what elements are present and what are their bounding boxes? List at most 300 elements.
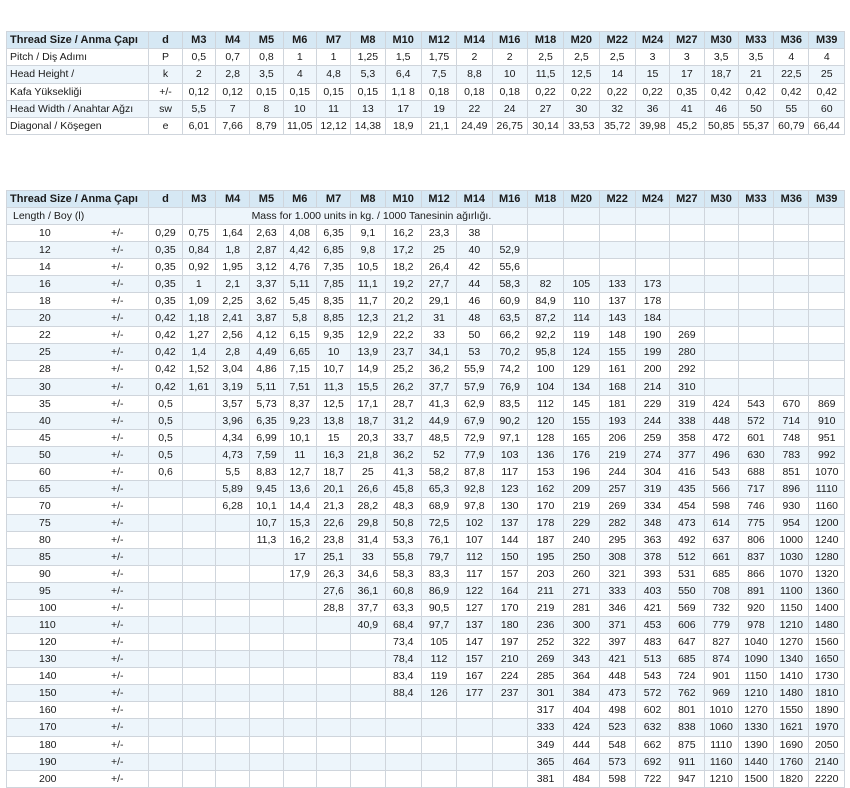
table-cell: 58,3 [385,566,421,583]
table-cell: 1480 [809,617,845,634]
table-cell [599,225,635,242]
table-cell: 1,5 [385,49,421,66]
length-cell [7,463,149,480]
table-cell: 114 [564,310,599,327]
table-row [7,463,845,480]
table-cell [283,702,316,719]
table-cell [215,651,249,668]
table-cell: 6,85 [316,242,350,259]
table-cell: 157 [457,651,492,668]
table-cell [351,634,385,651]
thread-size-header: M36 [774,32,809,49]
table-cell: 1,25 [351,49,385,66]
table-cell: 40 [457,242,492,259]
table-cell: 3 [635,49,669,66]
table-cell: 1240 [809,531,845,548]
table-cell: 12,5 [316,395,350,412]
table-cell: 67,9 [457,412,492,429]
table-cell: 1550 [774,702,809,719]
table-cell: 1070 [774,566,809,583]
table-cell [704,327,738,344]
tolerance-value: +/- [111,585,124,598]
table-cell: 83,4 [385,668,421,685]
table-cell: 911 [670,753,704,770]
length-cell [7,276,149,293]
table-cell: 1160 [809,497,845,514]
table-cell: 0,18 [457,83,492,100]
table-cell: 1060 [704,719,738,736]
table-cell [385,770,421,787]
tolerance-value: +/- [111,414,124,427]
table-cell: 5,11 [283,276,316,293]
table-cell: 19,2 [385,276,421,293]
table-cell: 19 [421,100,456,117]
length-cell [7,480,149,497]
table-cell [457,736,492,753]
table-cell: 180 [492,617,527,634]
table-cell: 10 [283,100,316,117]
table-cell: 363 [635,531,669,548]
table-cell: 257 [599,480,635,497]
table-cell: 18,2 [385,259,421,276]
table-cell: 122 [457,583,492,600]
table-row [7,548,845,565]
d-value [149,514,182,531]
table-cell: 60,8 [385,583,421,600]
table-cell [421,719,456,736]
table-cell: 37,7 [351,600,385,617]
d-value [149,531,182,548]
table-cell: 891 [738,583,773,600]
table-cell: 322 [564,634,599,651]
table-cell [809,378,845,395]
table-cell: 17,2 [385,242,421,259]
table-cell [421,753,456,770]
table-cell [182,531,215,548]
table-cell: 632 [635,719,669,736]
table-cell: 7,85 [316,276,350,293]
table-cell: 17 [385,100,421,117]
table-cell [250,719,283,736]
table-cell: 8,35 [316,293,350,310]
table-cell: 33 [351,548,385,565]
table-cell: 112 [527,395,563,412]
length-value: 190 [39,755,57,768]
length-cell [7,514,149,531]
length-cell [7,583,149,600]
tolerance-value: +/- [111,397,124,410]
table-cell: 381 [527,770,563,787]
table-cell: 105 [421,634,456,651]
length-value: 14 [39,261,51,274]
d-value [149,497,182,514]
mass-table [6,190,845,788]
length-value: 130 [39,653,57,666]
length-value: 16 [39,278,51,291]
table-cell: 7,15 [283,361,316,378]
tolerance-value: +/- [111,738,124,751]
table-cell: 168 [599,378,635,395]
table-cell: 15 [316,429,350,446]
d-value: 0,42 [149,310,182,327]
table-cell: 41 [670,100,704,117]
table-cell: 1110 [809,480,845,497]
dimensions-table [6,31,845,135]
table-cell [215,634,249,651]
table-cell: 0,42 [704,83,738,100]
table-cell: 333 [599,583,635,600]
table-cell: 11,7 [351,293,385,310]
table-cell: 1150 [738,668,773,685]
table-cell: 1690 [774,736,809,753]
table-cell: 23,3 [421,225,456,242]
table-cell: 63,3 [385,600,421,617]
table-cell [215,566,249,583]
table-cell [182,753,215,770]
thread-size-header: M10 [385,191,421,208]
length-cell [7,651,149,668]
table-cell: 66,2 [492,327,527,344]
table-cell [215,531,249,548]
table-cell: 1440 [738,753,773,770]
thread-size-header: M27 [670,32,704,49]
table-cell: 762 [670,685,704,702]
table-cell: 378 [635,548,669,565]
table-cell: 496 [704,446,738,463]
table-cell: 453 [635,617,669,634]
table-cell: 58,3 [492,276,527,293]
length-cell [7,293,149,310]
table-cell: 5,3 [351,66,385,83]
table-cell [316,719,350,736]
table-cell: 200 [635,361,669,378]
table-cell: 11,5 [527,66,563,83]
table-cell [774,225,809,242]
table-cell [182,702,215,719]
length-value: 160 [39,704,57,717]
thread-size-header: M24 [635,32,669,49]
mass-caption: Mass for 1.000 units in kg. / 1000 Tanesinin ağırlığı. [215,208,527,225]
table-cell [182,736,215,753]
thread-size-header: M5 [250,32,283,49]
table-cell: 348 [635,514,669,531]
table-cell: 60,79 [774,117,809,134]
thread-size-header: M3 [182,32,215,49]
table-cell: 112 [457,548,492,565]
table-cell: 4,73 [215,446,249,463]
table-cell: 48 [457,310,492,327]
table-cell [316,651,350,668]
table-cell: 13 [351,100,385,117]
table-cell: 52 [421,446,456,463]
tolerance-value: +/- [111,602,124,615]
table-cell: 48,5 [421,429,456,446]
table-cell: 68,4 [385,617,421,634]
subheader-row [7,208,845,225]
table-cell: 203 [527,566,563,583]
table-cell [738,310,773,327]
table-cell: 269 [527,651,563,668]
d-value: 0,5 [149,429,182,446]
table-cell: 77,9 [457,446,492,463]
table-row [7,480,845,497]
table-cell: 60,9 [492,293,527,310]
table-cell: 869 [809,395,845,412]
table-cell [316,617,350,634]
table-cell [774,259,809,276]
table-cell: 170 [492,600,527,617]
table-cell: 365 [527,753,563,770]
table-cell: 178 [527,514,563,531]
tolerance-value: +/- [111,755,124,768]
table-cell: 349 [527,736,563,753]
tolerance-value: +/- [111,448,124,461]
table-cell [704,344,738,361]
table-cell [774,208,809,225]
table-cell [774,310,809,327]
table-cell [351,651,385,668]
length-value: 95 [39,585,51,598]
table-cell: 119 [421,668,456,685]
table-cell: 523 [599,719,635,736]
table-cell: 9,23 [283,412,316,429]
table-row [7,395,845,412]
thread-size-header: M16 [492,191,527,208]
table-row [7,429,845,446]
table-cell: 58,2 [421,463,456,480]
table-cell [738,242,773,259]
table-cell: 969 [704,685,738,702]
table-cell: 209 [564,480,599,497]
table-cell: 10,7 [250,514,283,531]
table-row [7,668,845,685]
tolerance-value: +/- [111,295,124,308]
table-cell: 3,87 [250,310,283,327]
header-row [7,191,845,208]
table-cell: 29,8 [351,514,385,531]
thread-size-header: M8 [351,32,385,49]
table-cell [182,600,215,617]
header-label: Thread Size / Anma Çapı [7,191,149,208]
length-value: 120 [39,636,57,649]
table-cell: 424 [704,395,738,412]
table-cell [316,685,350,702]
table-cell: 951 [809,429,845,446]
table-cell: 321 [599,566,635,583]
table-cell [738,361,773,378]
table-cell: 1970 [809,719,845,736]
table-cell: 1760 [774,753,809,770]
tolerance-value: +/- [111,465,124,478]
table-cell: 25,2 [385,361,421,378]
table-cell: 310 [670,378,704,395]
table-cell: 3,37 [250,276,283,293]
table-cell [385,719,421,736]
table-cell [704,225,738,242]
d-value [149,702,182,719]
table-cell: 15 [635,66,669,83]
table-cell [738,208,773,225]
length-cell [7,412,149,429]
table-cell: 6,4 [385,66,421,83]
table-cell: 1,27 [182,327,215,344]
tolerance-value: +/- [111,721,124,734]
table-cell [704,361,738,378]
table-cell: 0,22 [527,83,563,100]
table-cell [670,242,704,259]
table-cell: 35,72 [599,117,635,134]
table-cell [704,259,738,276]
table-cell: 21,3 [316,497,350,514]
table-cell [182,395,215,412]
table-cell: 170 [527,497,563,514]
table-cell: 837 [738,548,773,565]
length-value: 50 [39,448,51,461]
table-cell [250,566,283,583]
table-cell: 102 [457,514,492,531]
length-value: 80 [39,533,51,546]
table-cell: 103 [492,446,527,463]
table-cell: 421 [599,651,635,668]
thread-size-header: M14 [457,191,492,208]
table-row [7,344,845,361]
table-cell: 119 [564,327,599,344]
length-value: 10 [39,227,51,240]
table-cell: 259 [635,429,669,446]
table-cell: 732 [704,600,738,617]
table-cell: 211 [527,583,563,600]
table-cell [385,736,421,753]
table-cell: 448 [599,668,635,685]
length-cell [7,310,149,327]
table-cell [182,668,215,685]
d-value: 0,5 [149,446,182,463]
table-cell: 33 [421,327,456,344]
table-cell: 8,37 [283,395,316,412]
table-cell: 27 [527,100,563,117]
table-cell [774,293,809,310]
table-row [7,736,845,753]
table-cell [182,514,215,531]
table-cell: 1340 [774,651,809,668]
table-cell: 153 [527,463,563,480]
table-cell: 196 [564,463,599,480]
table-cell: 4,86 [250,361,283,378]
table-cell: 708 [704,583,738,600]
table-cell: 775 [738,514,773,531]
table-cell: 197 [492,634,527,651]
table-cell [809,276,845,293]
tolerance-value: +/- [111,363,124,376]
table-cell: 1,1 8 [385,83,421,100]
tolerance-value: +/- [111,568,124,581]
table-cell: 127 [457,600,492,617]
tolerance-value: +/- [111,329,124,342]
table-cell: 0,75 [182,225,215,242]
table-cell: 38 [457,225,492,242]
table-cell: 78,4 [385,651,421,668]
table-row [7,600,845,617]
table-cell: 4,08 [283,225,316,242]
length-cell [7,259,149,276]
table-cell: 572 [635,685,669,702]
table-cell: 65,3 [421,480,456,497]
table-row [7,49,845,66]
table-cell: 97,8 [457,497,492,514]
table-cell: 31,2 [385,412,421,429]
tolerance-value: +/- [111,516,124,529]
table-cell: 662 [635,736,669,753]
table-cell: 444 [564,736,599,753]
table-cell: 20,3 [351,429,385,446]
table-row [7,310,845,327]
table-cell: 661 [704,548,738,565]
table-cell: 23,7 [385,344,421,361]
table-cell: 36,2 [385,446,421,463]
table-cell: 498 [599,702,635,719]
table-cell: 1040 [738,634,773,651]
table-cell: 11,1 [351,276,385,293]
table-cell [182,548,215,565]
table-cell [704,242,738,259]
table-cell: 107 [457,531,492,548]
table-cell: 269 [599,497,635,514]
table-cell: 11,3 [316,378,350,395]
table-cell: 7 [215,100,249,117]
table-cell [738,259,773,276]
table-row [7,259,845,276]
table-cell: 112 [421,651,456,668]
table-cell: 319 [670,395,704,412]
table-cell: 2,8 [215,344,249,361]
row-symbol: +/- [149,83,182,100]
length-cell [7,600,149,617]
table-row [7,719,845,736]
length-value: 170 [39,721,57,734]
d-value: 0,42 [149,344,182,361]
table-cell: 0,18 [492,83,527,100]
table-cell: 748 [774,429,809,446]
table-cell: 1,18 [182,310,215,327]
d-value: 0,5 [149,412,182,429]
table-cell: 1010 [704,702,738,719]
table-cell [421,702,456,719]
table-cell: 50,8 [385,514,421,531]
table-cell: 72,9 [457,429,492,446]
table-cell: 147 [457,634,492,651]
table-cell: 2,1 [215,276,249,293]
thread-size-header: M36 [774,191,809,208]
length-value: 150 [39,687,57,700]
table-cell: 53 [457,344,492,361]
thread-size-header: M6 [283,191,316,208]
table-cell [809,259,845,276]
table-cell: 229 [564,514,599,531]
table-cell [564,208,599,225]
table-cell: 1890 [809,702,845,719]
table-cell: 364 [564,668,599,685]
table-cell: 0,5 [182,49,215,66]
length-value: 200 [39,772,57,785]
table-cell: 44,9 [421,412,456,429]
table-cell [182,463,215,480]
table-cell: 13,6 [283,480,316,497]
table-cell: 11,05 [283,117,316,134]
table-cell: 281 [564,600,599,617]
table-cell: 45,8 [385,480,421,497]
table-cell [527,242,563,259]
table-cell: 161 [599,361,635,378]
